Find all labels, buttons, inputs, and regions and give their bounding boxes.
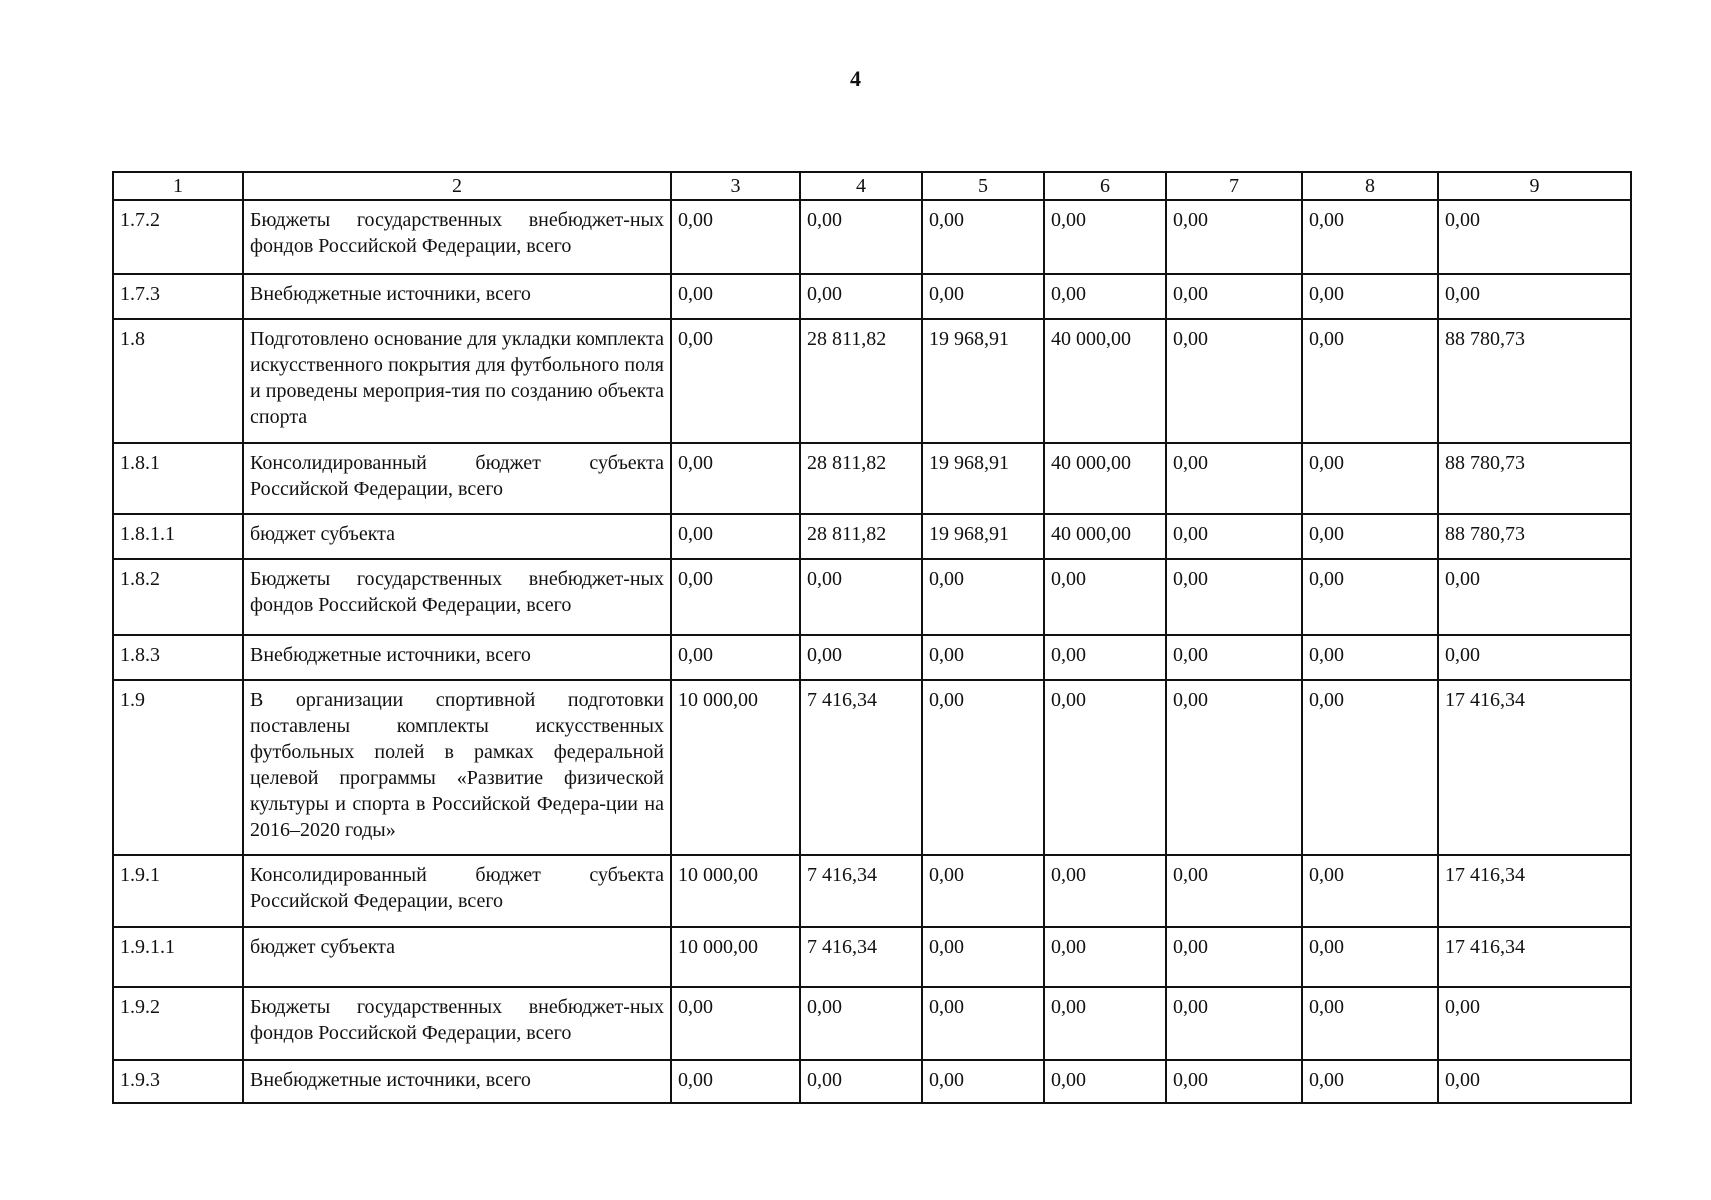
value-cell: 0,00	[1438, 1060, 1631, 1103]
row-description: бюджет субъекта	[243, 514, 671, 559]
row-code: 1.9.1.1	[113, 927, 243, 987]
value-cell: 0,00	[1302, 987, 1438, 1060]
value-cell: 28 811,82	[800, 443, 922, 514]
value-cell: 0,00	[1166, 855, 1302, 927]
row-code: 1.8.2	[113, 559, 243, 635]
value-cell: 40 000,00	[1044, 319, 1166, 443]
value-cell: 7 416,34	[800, 680, 922, 855]
value-cell: 0,00	[800, 635, 922, 680]
value-cell: 0,00	[922, 559, 1044, 635]
row-description: Внебюджетные источники, всего	[243, 1060, 671, 1103]
value-cell: 0,00	[1044, 987, 1166, 1060]
value-cell: 19 968,91	[922, 443, 1044, 514]
value-cell: 0,00	[1438, 987, 1631, 1060]
table-row	[113, 1060, 1631, 1103]
value-cell: 0,00	[671, 635, 800, 680]
value-cell: 0,00	[1438, 559, 1631, 635]
table-header-row	[113, 172, 1631, 200]
value-cell: 0,00	[1302, 635, 1438, 680]
column-header: 1	[113, 172, 243, 200]
value-cell: 40 000,00	[1044, 443, 1166, 514]
value-cell: 10 000,00	[671, 680, 800, 855]
table-row	[113, 927, 1631, 987]
table-row	[113, 443, 1631, 514]
value-cell: 0,00	[1302, 1060, 1438, 1103]
value-cell: 0,00	[671, 443, 800, 514]
row-description: Бюджеты государственных внебюджет-ных фондов Российской Федерации, всего	[243, 559, 671, 635]
table-row	[113, 274, 1631, 319]
row-code: 1.8.3	[113, 635, 243, 680]
value-cell: 0,00	[1302, 319, 1438, 443]
value-cell: 0,00	[800, 559, 922, 635]
row-code: 1.7.2	[113, 200, 243, 274]
value-cell: 0,00	[1302, 559, 1438, 635]
value-cell: 0,00	[1166, 559, 1302, 635]
column-header: 7	[1166, 172, 1302, 200]
value-cell: 0,00	[1166, 514, 1302, 559]
value-cell: 0,00	[922, 1060, 1044, 1103]
table-row	[113, 319, 1631, 443]
table-row	[113, 200, 1631, 274]
value-cell: 0,00	[922, 635, 1044, 680]
page-number: 4	[850, 66, 861, 91]
value-cell: 0,00	[1166, 319, 1302, 443]
value-cell: 28 811,82	[800, 514, 922, 559]
value-cell: 0,00	[671, 559, 800, 635]
value-cell: 0,00	[1302, 514, 1438, 559]
value-cell: 0,00	[922, 680, 1044, 855]
value-cell: 0,00	[1438, 635, 1631, 680]
value-cell: 10 000,00	[671, 927, 800, 987]
row-description: Консолидированный бюджет субъекта Российской Федерации, всего	[243, 443, 671, 514]
row-description: В организации спортивной подготовки поставлены комплекты искусственных футбольных полей в рамках федеральной целевой программы «Развитие физической культуры и спорта в Российской Федера-ции на 2016–2020 годы»	[243, 680, 671, 855]
column-header: 2	[243, 172, 671, 200]
value-cell: 0,00	[1166, 1060, 1302, 1103]
row-code: 1.8.1.1	[113, 514, 243, 559]
value-cell: 0,00	[1044, 635, 1166, 680]
row-code: 1.7.3	[113, 274, 243, 319]
row-code: 1.9.3	[113, 1060, 243, 1103]
value-cell: 0,00	[1044, 927, 1166, 987]
value-cell: 0,00	[671, 319, 800, 443]
value-cell: 88 780,73	[1438, 443, 1631, 514]
value-cell: 19 968,91	[922, 319, 1044, 443]
value-cell: 0,00	[1044, 855, 1166, 927]
value-cell: 0,00	[1302, 680, 1438, 855]
value-cell: 0,00	[1438, 200, 1631, 274]
column-header: 3	[671, 172, 800, 200]
value-cell: 17 416,34	[1438, 927, 1631, 987]
value-cell: 0,00	[1044, 1060, 1166, 1103]
value-cell: 0,00	[1044, 274, 1166, 319]
value-cell: 88 780,73	[1438, 514, 1631, 559]
value-cell: 0,00	[671, 987, 800, 1060]
value-cell: 0,00	[922, 200, 1044, 274]
row-description: Внебюджетные источники, всего	[243, 635, 671, 680]
value-cell: 0,00	[922, 274, 1044, 319]
value-cell: 0,00	[1166, 927, 1302, 987]
value-cell: 40 000,00	[1044, 514, 1166, 559]
value-cell: 28 811,82	[800, 319, 922, 443]
value-cell: 0,00	[800, 1060, 922, 1103]
value-cell: 0,00	[1166, 200, 1302, 274]
row-code: 1.9.1	[113, 855, 243, 927]
row-code: 1.8.1	[113, 443, 243, 514]
value-cell: 0,00	[671, 514, 800, 559]
row-description: Бюджеты государственных внебюджет-ных фондов Российской Федерации, всего	[243, 987, 671, 1060]
value-cell: 0,00	[922, 987, 1044, 1060]
value-cell: 0,00	[1166, 443, 1302, 514]
table-row	[113, 855, 1631, 927]
table-row	[113, 635, 1631, 680]
value-cell: 0,00	[1302, 200, 1438, 274]
value-cell: 0,00	[1044, 200, 1166, 274]
value-cell: 0,00	[1044, 680, 1166, 855]
value-cell: 0,00	[1302, 855, 1438, 927]
value-cell: 0,00	[922, 927, 1044, 987]
row-description: Подготовлено основание для укладки комплекта искусственного покрытия для футбольного поля и проведены мероприя-тия по созданию объекта спорта	[243, 319, 671, 443]
value-cell: 0,00	[1166, 635, 1302, 680]
value-cell: 0,00	[671, 1060, 800, 1103]
table-row	[113, 987, 1631, 1060]
value-cell: 0,00	[800, 274, 922, 319]
value-cell: 7 416,34	[800, 927, 922, 987]
value-cell: 0,00	[1438, 274, 1631, 319]
row-description: бюджет субъекта	[243, 927, 671, 987]
column-header: 6	[1044, 172, 1166, 200]
value-cell: 0,00	[1302, 274, 1438, 319]
table-row	[113, 514, 1631, 559]
column-header: 9	[1438, 172, 1631, 200]
value-cell: 17 416,34	[1438, 680, 1631, 855]
row-code: 1.9	[113, 680, 243, 855]
column-header: 4	[800, 172, 922, 200]
row-code: 1.9.2	[113, 987, 243, 1060]
value-cell: 0,00	[671, 200, 800, 274]
value-cell: 0,00	[671, 274, 800, 319]
value-cell: 7 416,34	[800, 855, 922, 927]
column-header: 5	[922, 172, 1044, 200]
value-cell: 0,00	[1166, 680, 1302, 855]
table-row	[113, 680, 1631, 855]
row-description: Бюджеты государственных внебюджет-ных фондов Российской Федерации, всего	[243, 200, 671, 274]
value-cell: 19 968,91	[922, 514, 1044, 559]
value-cell: 0,00	[922, 855, 1044, 927]
row-code: 1.8	[113, 319, 243, 443]
value-cell: 88 780,73	[1438, 319, 1631, 443]
value-cell: 0,00	[800, 987, 922, 1060]
value-cell: 17 416,34	[1438, 855, 1631, 927]
budget-table	[112, 171, 1632, 1104]
row-description: Консолидированный бюджет субъекта Российской Федерации, всего	[243, 855, 671, 927]
value-cell: 0,00	[1302, 927, 1438, 987]
value-cell: 0,00	[1166, 274, 1302, 319]
row-description: Внебюджетные источники, всего	[243, 274, 671, 319]
value-cell: 0,00	[1302, 443, 1438, 514]
value-cell: 0,00	[1044, 559, 1166, 635]
value-cell: 10 000,00	[671, 855, 800, 927]
value-cell: 0,00	[1166, 987, 1302, 1060]
value-cell: 0,00	[800, 200, 922, 274]
column-header: 8	[1302, 172, 1438, 200]
table-row	[113, 559, 1631, 635]
